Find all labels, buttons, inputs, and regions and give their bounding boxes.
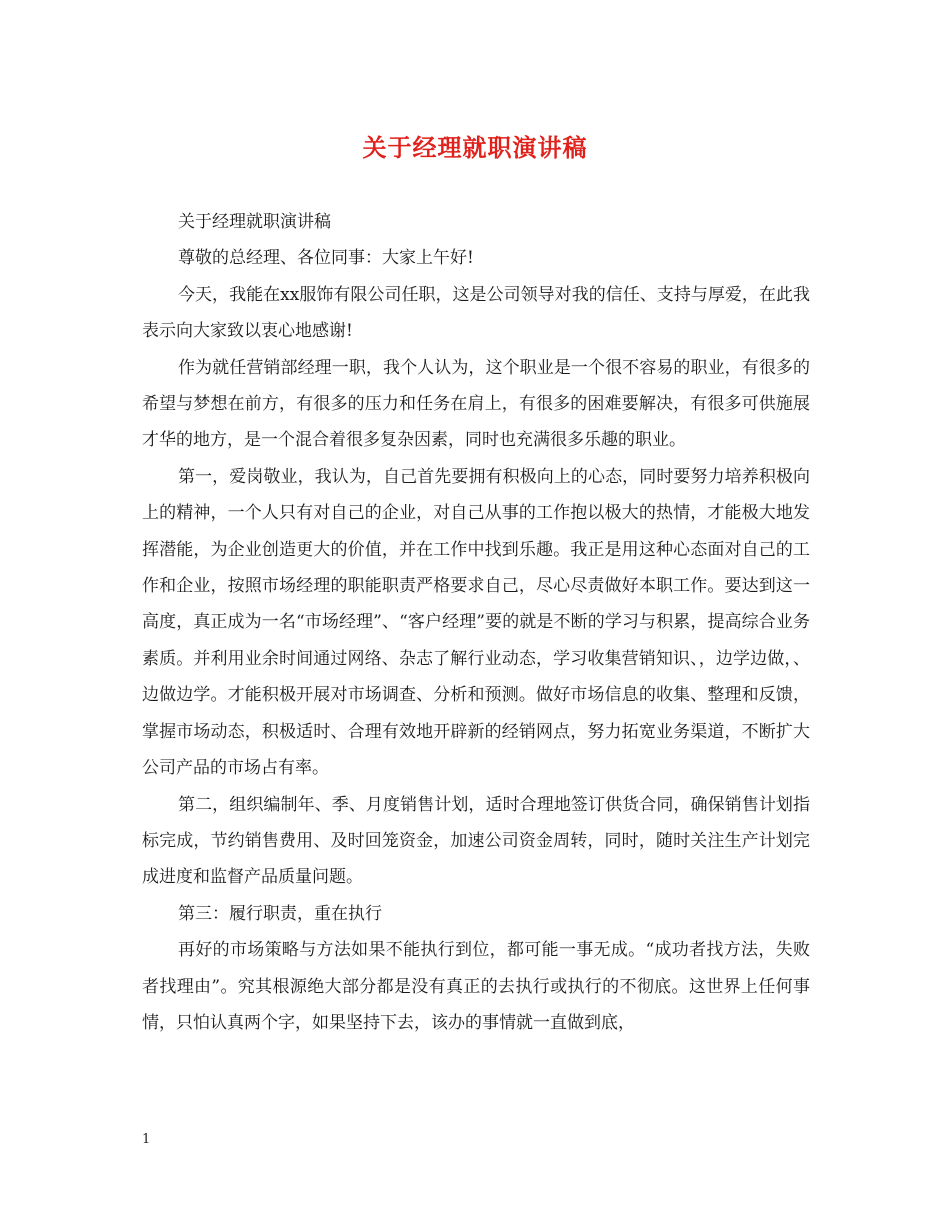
paragraph-subtitle: 关于经理就职演讲稿 <box>178 212 331 232</box>
paragraph-second-point: 第二，组织编制年、季、月度销售计划，适时合理地签订供货合同，确保销售计划指标完成，节约销售费用、及时回笼资金，加速公司资金周转，同时，随时关注生产计划完成进度和监督产品质量问题。 <box>142 794 810 888</box>
document-body <box>142 204 810 1041</box>
paragraph-third-heading: 第三：履行职责，重在执行 <box>178 903 382 924</box>
paragraph-execution: 再好的市场策略与方法如果不能执行到位，都可能一事无成。“成功者找方法，失败者找理由”。究其根源绝大部分都是没有真正的去执行或执行的不彻底。这世界上任何事情，只怕认真两个字，如果坚持下去，该办的事情就一直做到底， <box>142 940 810 1033</box>
page-number: 1 <box>142 1132 151 1147</box>
paragraph-role: 作为就任营销部经理一职，我个人认为，这个职业是一个很不容易的职业，有很多的希望与梦想在前方，有很多的压力和任务在肩上，有很多的困难要解决，有很多可供施展才华的地方，是一个混合着很多复杂因素，同时也充满很多乐趣的职业。 <box>142 357 810 451</box>
document-title: 关于经理就职演讲稿 <box>362 133 588 162</box>
paragraph-thanks: 今天，我能在xx服饰有限公司任职，这是公司领导对我的信任、支持与厚爱，在此我表示向大家致以衷心地感谢! <box>142 284 810 342</box>
paragraph-greeting: 尊敬的总经理、各位同事：大家上午好! <box>178 248 474 269</box>
paragraph-first-point: 第一，爱岗敬业，我认为，自己首先要拥有积极向上的心态，同时要努力培养积极向上的精神，一个人只有对自己的企业，对自己从事的工作抱以极大的热情，才能极大地发挥潜能，为企业创造更大的价值，并在工作中找到乐趣。我正是用这种心态面对自己的工作和企业，按照市场经理的职能职责严格要求自己，尽心尽责做好本职工作。要达到这一高度，真正成为一名“市场经理”、“客户经理”要的就是不断的学习与积累，提高综合业务素质。并利用业余时间通过网络、杂志了解行业动态，学习收集营销知识、，边学边做，、边做边学。才能积极开展对市场调查、分析和预测。做好市场信息的收集、整理和反馈，掌握市场动态，积极适时、合理有效地开辟新的经销网点，努力拓宽业务渠道，不断扩大公司产品的市场占有率。 <box>142 466 810 779</box>
